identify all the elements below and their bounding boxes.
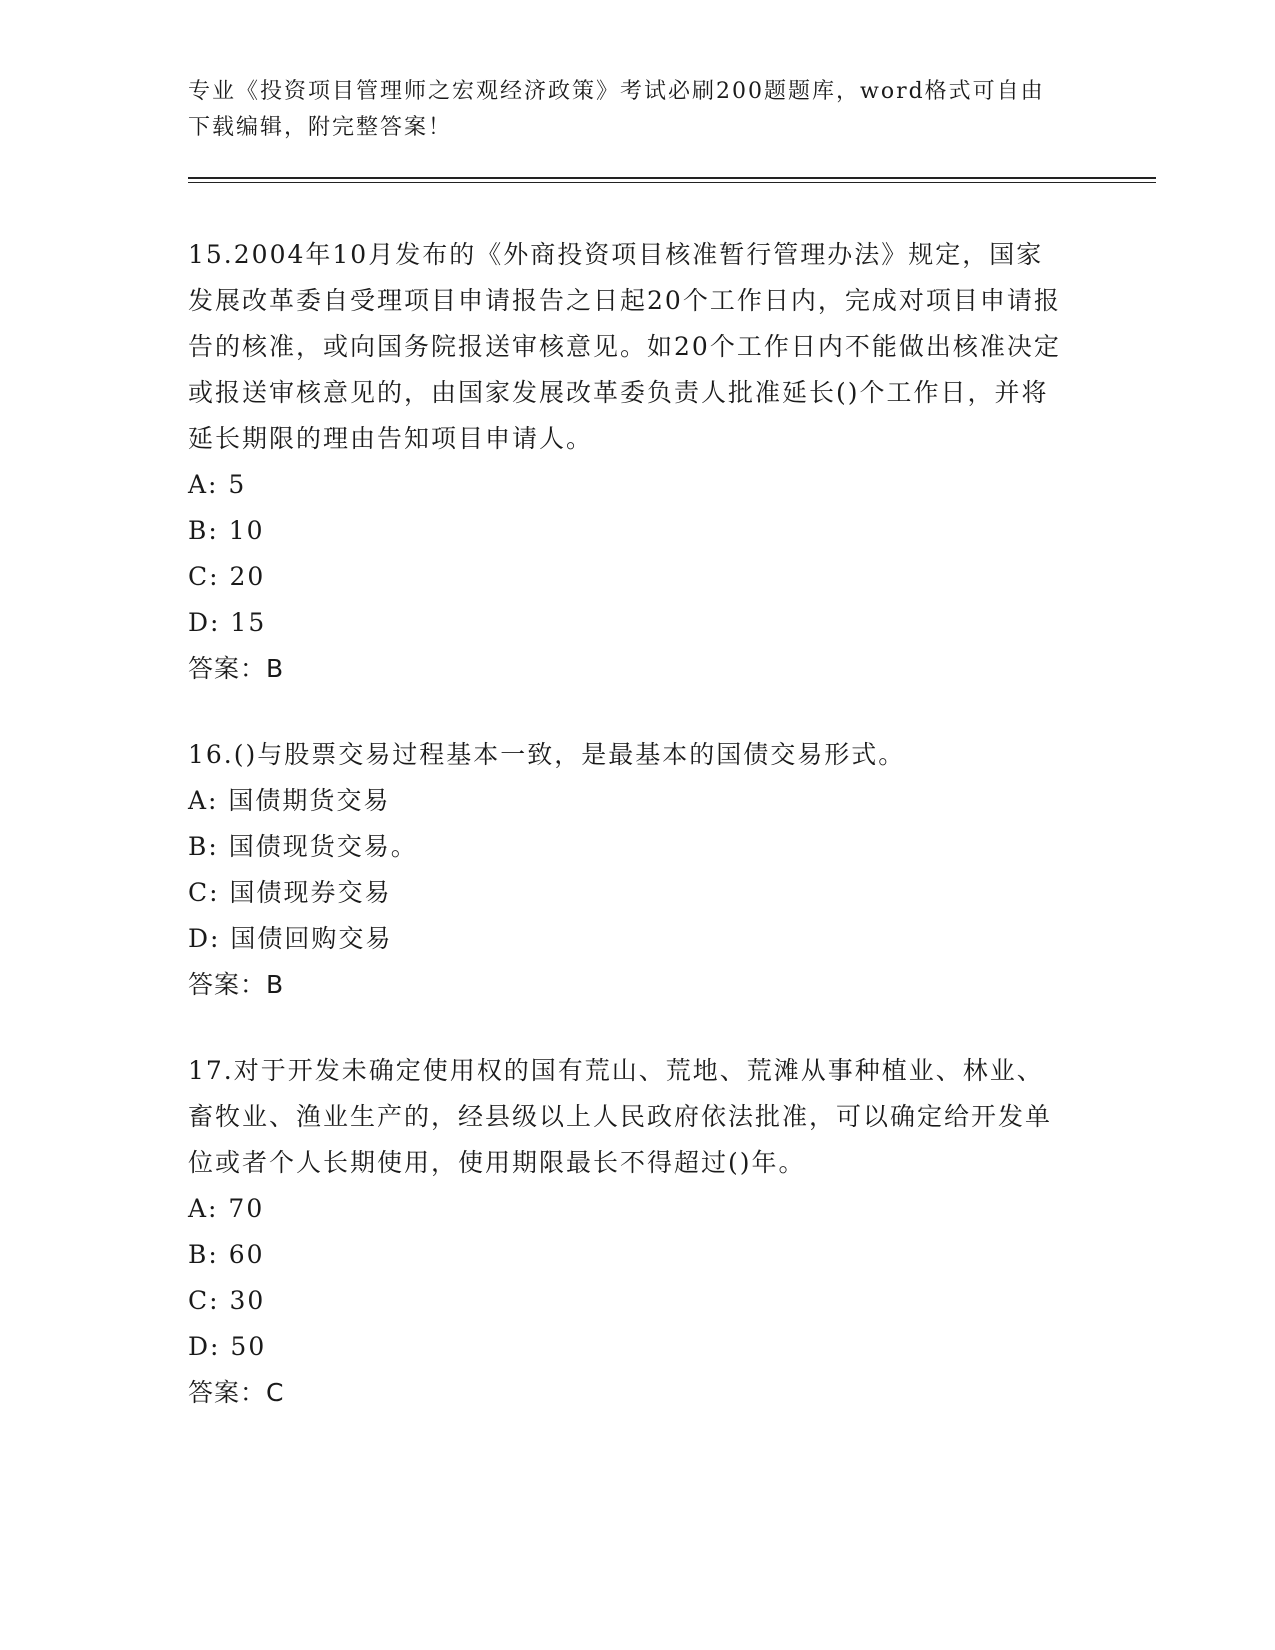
answer-line: 答案：B bbox=[188, 654, 285, 683]
option-a: A: 国债期货交易 bbox=[188, 786, 391, 815]
question-stem: 15.2004年10月发布的《外商投资项目核准暂行管理办法》规定，国家发展改革委自受理项目申请报告之日起20个工作日内，完成对项目申请报告的核准，或向国务院报送审核意见。如20个工作日内不能做出核准决定或报送审核意见的，由国家发展改革委负责人批准延长()个工作日，并将延长期限的理由告知项目申请人。 bbox=[188, 240, 1061, 453]
question-17 bbox=[188, 1048, 1068, 1416]
question-15 bbox=[188, 232, 1068, 692]
option-a: A: 5 bbox=[188, 470, 247, 499]
option-c: C: 国债现券交易 bbox=[188, 878, 392, 907]
option-c: C: 30 bbox=[188, 1286, 266, 1315]
option-b: B: 60 bbox=[188, 1240, 265, 1269]
answer-line: 答案：C bbox=[188, 1378, 285, 1407]
option-b: B: 10 bbox=[188, 516, 265, 545]
question-list bbox=[188, 232, 1068, 1456]
option-b: B: 国债现货交易。 bbox=[188, 832, 418, 861]
question-16 bbox=[188, 732, 1068, 1008]
option-d: D: 国债回购交易 bbox=[188, 924, 393, 953]
answer-line: 答案：B bbox=[188, 970, 285, 999]
option-d: D: 15 bbox=[188, 608, 267, 637]
question-stem: 17.对于开发未确定使用权的国有荒山、荒地、荒滩从事种植业、林业、畜牧业、渔业生产的，经县级以上人民政府依法批准，可以确定给开发单位或者个人长期使用，使用期限最长不得超过()年。 bbox=[188, 1056, 1053, 1177]
document-header: 专业《投资项目管理师之宏观经济政策》考试必刷200题题库，word格式可自由下载编辑，附完整答案！ bbox=[188, 79, 1045, 140]
header-divider-thick bbox=[188, 177, 1156, 179]
option-c: C: 20 bbox=[188, 562, 266, 591]
question-stem: 16.()与股票交易过程基本一致，是最基本的国债交易形式。 bbox=[188, 740, 906, 769]
option-a: A: 70 bbox=[188, 1194, 265, 1223]
option-d: D: 50 bbox=[188, 1332, 267, 1361]
header-divider-thin bbox=[188, 182, 1156, 183]
